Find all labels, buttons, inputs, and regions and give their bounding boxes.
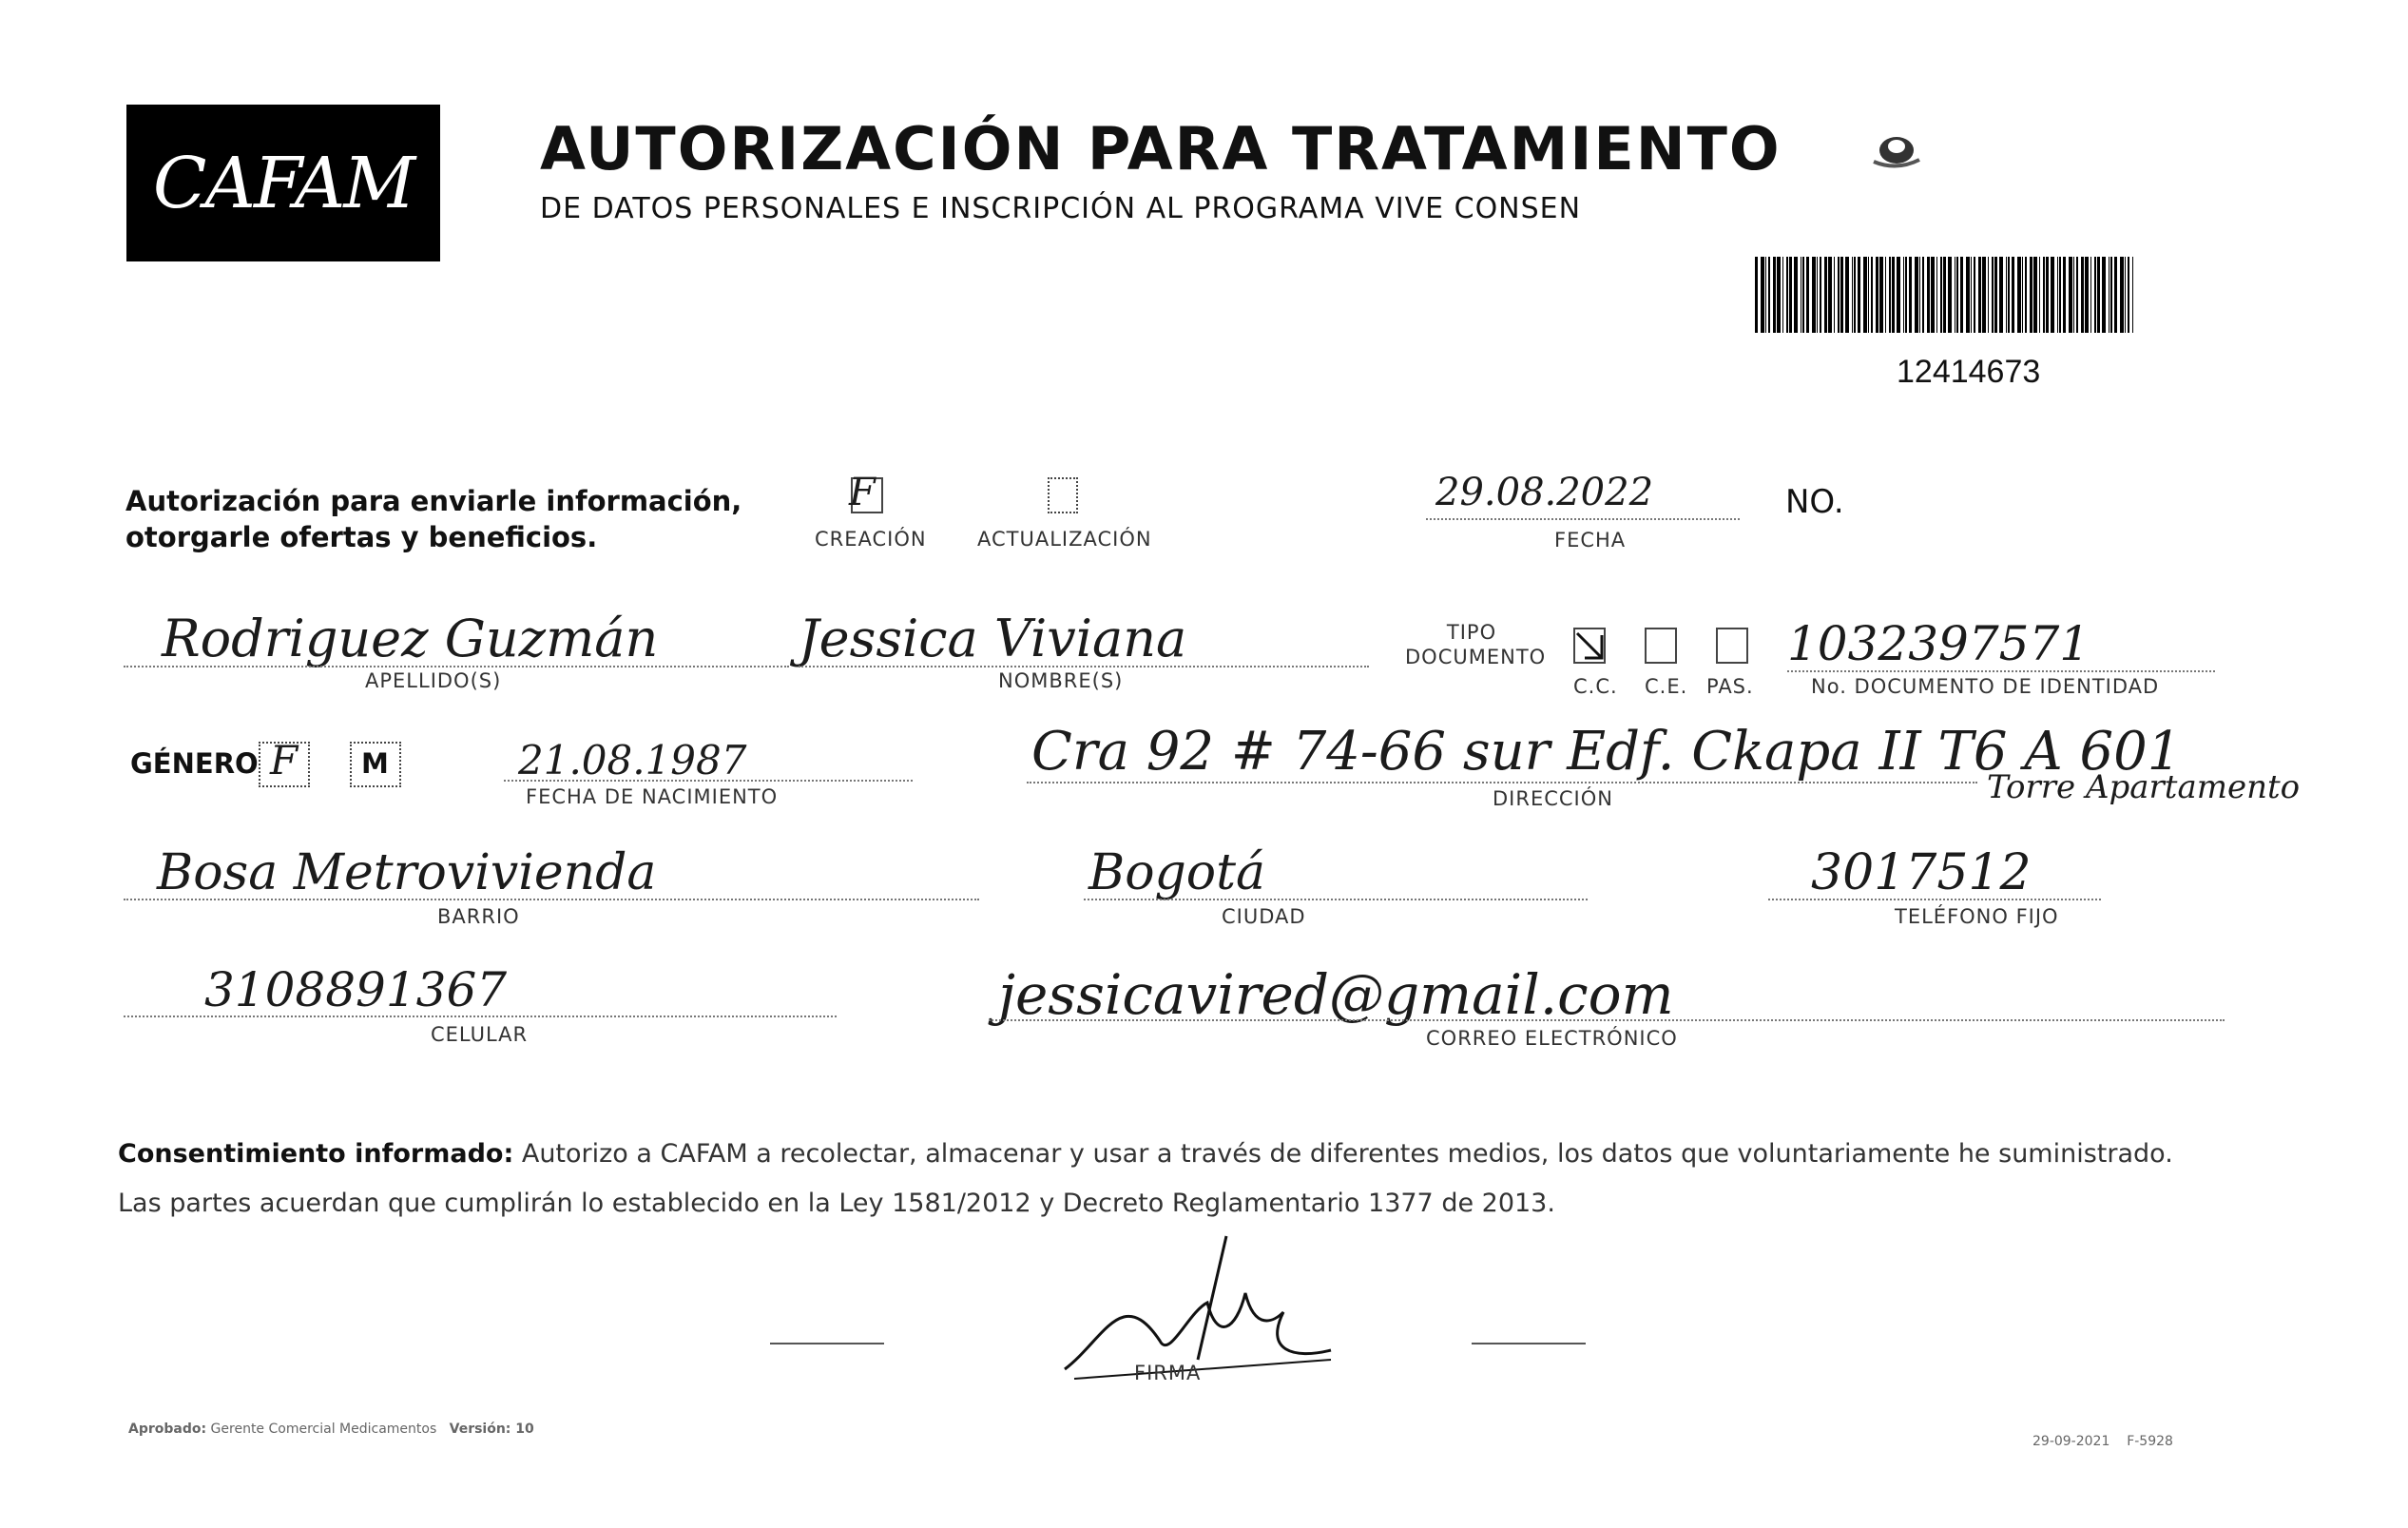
document-subtitle: DE DATOS PERSONALES E INSCRIPCIÓN AL PROGRAMA VIVE CONSEN (540, 192, 1582, 225)
cc-label: C.C. (1573, 675, 1618, 698)
ce-checkbox[interactable] (1645, 628, 1677, 664)
celular-value: 3108891367 (204, 962, 508, 1017)
creacion-label: CREACIÓN (815, 528, 927, 551)
barrio-label: BARRIO (437, 905, 520, 928)
nacimiento-value: 21.08.1987 (518, 737, 747, 783)
apellidos-value: Rodriguez Guzmán (162, 609, 659, 668)
genero-label: GÉNERO (130, 747, 259, 780)
fecha-value: 29.08.2022 (1435, 471, 1654, 514)
nombres-label: NOMBRE(S) (998, 669, 1124, 692)
signature-label: FIRMA (1134, 1362, 1202, 1384)
nombres-value: Jessica Viviana (799, 609, 1187, 668)
barcode (1755, 257, 2133, 333)
cafam-logo (126, 105, 440, 261)
telefono-label: TELÉFONO FIJO (1895, 905, 2059, 928)
ce-label: C.E. (1645, 675, 1688, 698)
direccion-label: DIRECCIÓN (1493, 787, 1613, 810)
check-mark-icon (1573, 628, 1606, 664)
consent-text-2: Las partes acuerdan que cumplirán lo establecido en la Ley 1581/2012 y Decreto Reglamentario 1377 de 2013. (118, 1189, 1555, 1218)
consent-heading: Consentimiento informado: (118, 1139, 514, 1169)
genero-m-label: M (361, 747, 389, 780)
direccion-extra: Torre Apartamento (1987, 768, 2301, 806)
fecha-label: FECHA (1554, 529, 1627, 551)
emblem-icon (1868, 124, 1925, 171)
approved-label: Aprobado: (128, 1422, 207, 1437)
creacion-mark: F (849, 471, 876, 514)
celular-label: CELULAR (431, 1023, 529, 1046)
direccion-value: Cra 92 # 74-66 sur Edf. Ckapa II T6 A 601 (1031, 721, 2182, 783)
logo-text: CAFAM (152, 142, 414, 224)
consent-text-1: Autorizo a CAFAM a recolectar, almacenar y usar a través de diferentes medios, los datos que voluntariamente he suministrado. (521, 1139, 2173, 1169)
pas-checkbox[interactable] (1716, 628, 1748, 664)
correo-label: CORREO ELECTRÓNICO (1426, 1027, 1678, 1050)
actualizacion-checkbox[interactable] (1048, 477, 1078, 513)
consent-paragraph (118, 1130, 2304, 1228)
correo-value: jessicavired@gmail.com (998, 962, 1674, 1027)
barcode-number: 12414673 (1897, 354, 2041, 390)
documento-label: No. DOCUMENTO DE IDENTIDAD (1811, 675, 2160, 698)
footer-form-code: F-5928 (2127, 1434, 2173, 1449)
tipo-documento-label: TIPO DOCUMENTO (1405, 621, 1547, 668)
actualizacion-label: ACTUALIZACIÓN (977, 528, 1152, 551)
documento-value: 1032397571 (1787, 616, 2090, 671)
apellidos-label: APELLIDO(S) (365, 669, 502, 692)
ciudad-label: CIUDAD (1222, 905, 1306, 928)
authorization-label: Autorización para enviarle información, otorgarle ofertas y beneficios. (125, 485, 742, 553)
genero-f-mark: F (270, 737, 299, 783)
barrio-value: Bosa Metrovivienda (157, 844, 657, 901)
nacimiento-label: FECHA DE NACIMIENTO (526, 785, 779, 808)
version-label: Versión: 10 (449, 1422, 534, 1437)
document-title: AUTORIZACIÓN PARA TRATAMIENTO (540, 114, 1782, 184)
telefono-value: 3017512 (1811, 844, 2032, 901)
ciudad-value: Bogotá (1088, 844, 1266, 901)
approved-by: Gerente Comercial Medicamentos (210, 1422, 437, 1437)
pas-label: PAS. (1706, 675, 1754, 698)
no-label: NO. (1785, 483, 1844, 521)
footer-date: 29-09-2021 (2032, 1434, 2110, 1449)
